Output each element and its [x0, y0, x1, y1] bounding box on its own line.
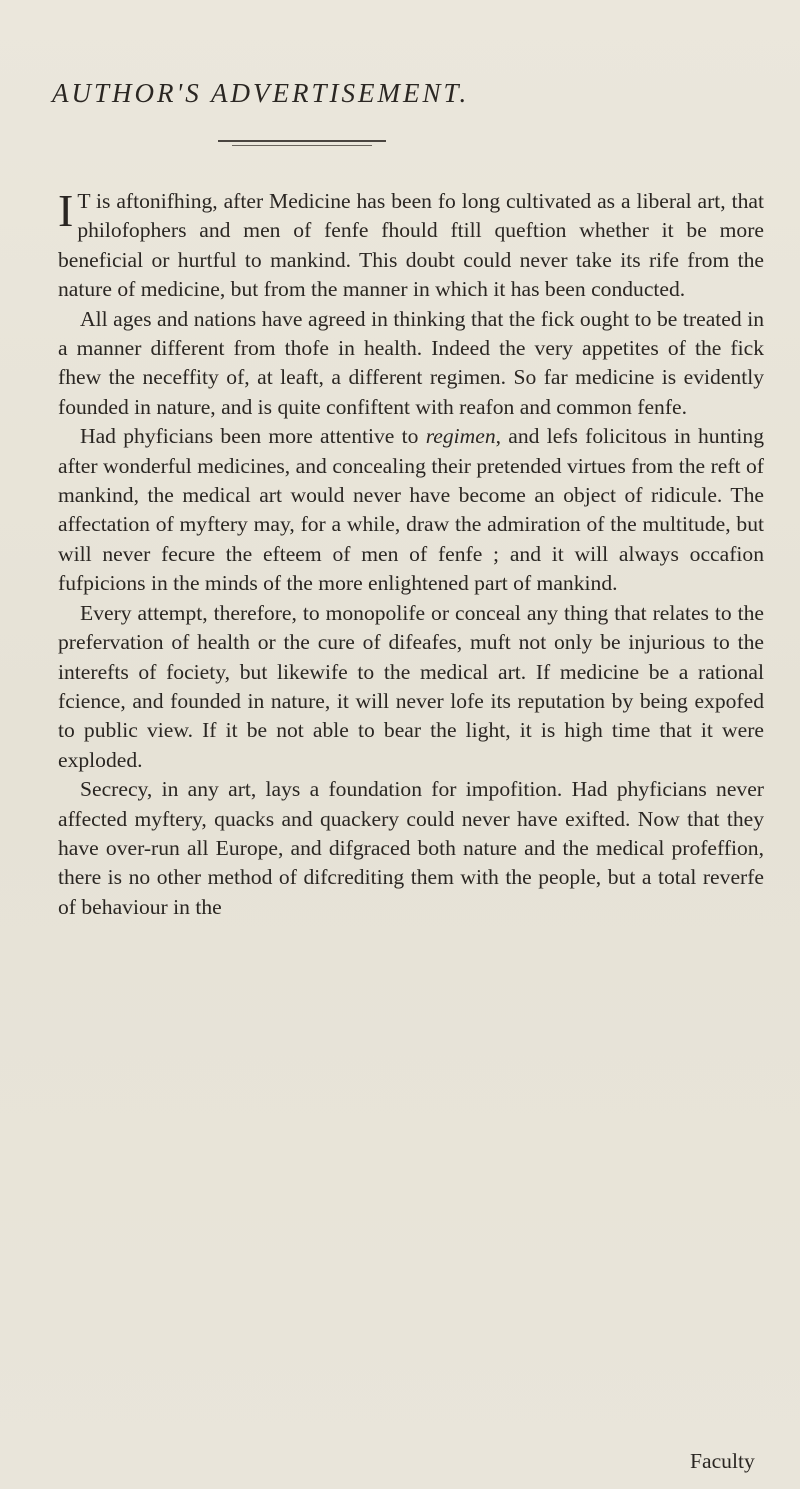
body-text — [58, 187, 764, 922]
drop-cap: I — [58, 185, 74, 236]
paragraph-2: All ages and nations have agreed in thinking that the fick ought to be treated in a manner different from thofe in health. Indeed the very appetites of the fick fhew the neceffity of, at leaft, a different regimen. So far medicine is evidently founded in nature, and is quite confiftent with reafon and common fenfe. — [58, 306, 764, 419]
catchword: Faculty — [690, 1449, 755, 1473]
title-rule-thin — [232, 145, 372, 146]
paragraph-3 — [58, 422, 764, 598]
paragraph-1 — [58, 187, 764, 305]
paragraph-3-text-b: , and lefs folicitous in hunting after wonderful medicines, and concealing their pretended virtues from the reft of mankind, the medical art would never have become an object of ridicule. The affectation of myftery may, for a while, draw the admiration of the multitude, but will never fecure the efteem of men of fenfe ; and it will always occafion fufpicions in the minds of the more enlightened part of mankind. — [58, 424, 764, 596]
paragraph-3-text-a: Had phyficians been more attentive to — [80, 424, 426, 449]
title-rule — [218, 140, 386, 142]
paragraph-1-text: T is aftonifhing, after Medicine has been fo long cultivated as a liberal art, that philofophers and men of fenfe fhould ftill queftion whether it be more beneficial or hurtful to mankind. This doubt could never take its rife from the nature of medicine, but from the manner in which it has been conducted. — [58, 189, 764, 302]
paragraph-5: Secrecy, in any art, lays a foundation for impofition. Had phyficians never affected myftery, quacks and quackery could never have exifted. Now that they have over-run all Europe, and difgraced both nature and the medical profeffion, there is no other method of difcrediting them with the people, but a total reverfe of behaviour in the — [58, 777, 764, 919]
paragraph-4: Every attempt, therefore, to monopolife or conceal any thing that relates to the prefervation of health or the cure of difeafes, muft not only be injurious to the interefts of fociety, but likewife to the medical art. If medicine be a rational fcience, and founded in nature, it will never lofe its reputation by being expofed to public view. If it be not able to bear the light, it is high time that it were exploded. — [58, 600, 764, 772]
paragraph-3-emphasis: regimen — [425, 424, 496, 449]
page-title: AUTHOR'S ADVERTISEMENT. — [52, 78, 470, 108]
